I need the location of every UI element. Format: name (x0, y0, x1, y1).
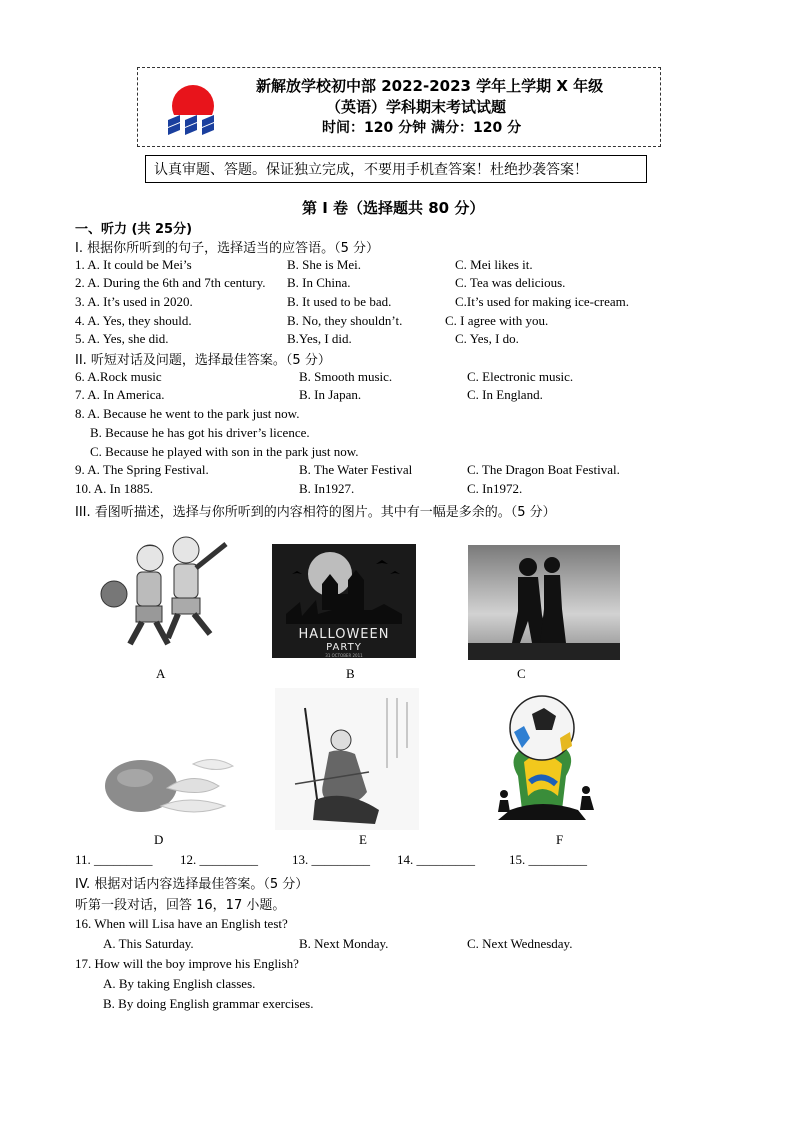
part1-instruction: I. 根据你所听到的句子，选择适当的应答语。（5 分） (75, 241, 380, 256)
q5-a: 5. A. Yes, she did. (75, 331, 169, 346)
q4-b: B. No, they shouldn’t. (287, 313, 403, 328)
part4-subinstruction: 听第一段对话，回答 16，17 小题。 (75, 898, 286, 913)
q17-a: A. By taking English classes. (103, 976, 256, 991)
q6-b: B. Smooth music. (299, 369, 393, 384)
q2-c: C. Tea was delicious. (455, 275, 566, 290)
q1-c: C. Mei likes it. (455, 257, 533, 272)
notice-box: 认真审题、答题。保证独立完成，不要用手机查答案！杜绝抄袭答案！ (145, 155, 647, 183)
halloween-subtitle-text: PARTY (326, 642, 362, 653)
q10-b: B. In1927. (299, 481, 355, 496)
answer-blank-15[interactable]: 15. _________ (509, 852, 587, 867)
halloween-title-text: HALLOWEEN (298, 627, 390, 642)
q1-b: B. She is Mei. (287, 257, 362, 272)
image-label-f: F (556, 832, 564, 847)
q16-b: B. Next Monday. (299, 936, 389, 951)
part4-instruction: IV. 根据对话内容选择最佳答案。（5 分） (75, 877, 309, 892)
q3-b: B. It used to be bad. (287, 294, 392, 309)
answer-blank-14[interactable]: 14. _________ (397, 852, 475, 867)
image-a-basketball-players (92, 532, 234, 656)
q8-a: 8. A. Because he went to the park just now. (75, 406, 300, 421)
image-label-e: E (359, 832, 367, 847)
halloween-date-text: 31 OCTOBER 2011 (325, 653, 363, 658)
header-title-line1: 新解放学校初中部 2022-2023 学年上学期 X 年级 (256, 77, 604, 95)
image-label-c: C (517, 666, 526, 681)
part3-instruction: III. 看图听描述，选择与你所听到的内容相符的图片。其中有一幅是多余的。（5 分） (75, 505, 556, 520)
part2-instruction: II. 听短对话及问题，选择最佳答案。（5 分） (75, 353, 331, 368)
image-c-couple-silhouette (468, 545, 620, 660)
q17-question: 17. How will the boy improve his English? (75, 956, 299, 971)
image-d-potato-chips (97, 740, 239, 828)
answer-blank-12[interactable]: 12. _________ (180, 852, 258, 867)
answer-blank-13[interactable]: 13. _________ (292, 852, 370, 867)
image-e-erhu-player (275, 688, 419, 830)
part-title: 第 I 卷（选择题共 80 分） (302, 199, 485, 217)
q17-b: B. By doing English grammar exercises. (103, 996, 314, 1011)
q16-a: A. This Saturday. (103, 936, 194, 951)
section-listening: 一、听力 (共 25分) (75, 222, 193, 237)
image-label-b: B (346, 666, 355, 681)
q16-question: 16. When will Lisa have an English test? (75, 916, 288, 931)
header-time-score: 时间：120 分钟 满分：120 分 (322, 120, 522, 136)
q8-c: C. Because he played with son in the park just now. (90, 444, 359, 459)
q2-a: 2. A. During the 6th and 7th century. (75, 275, 266, 290)
image-b-halloween-party (272, 544, 416, 658)
q8-b: B. Because he has got his driver’s licence. (90, 425, 310, 440)
q7-c: C. In England. (467, 387, 543, 402)
school-logo (166, 84, 224, 138)
q9-b: B. The Water Festival (299, 462, 413, 477)
q4-a: 4. A. Yes, they should. (75, 313, 192, 328)
q2-b: B. In China. (287, 275, 351, 290)
q3-c: C.It’s used for making ice-cream. (455, 294, 629, 309)
image-label-d: D (154, 832, 164, 847)
q5-b: B.Yes, I did. (287, 331, 352, 346)
q7-b: B. In Japan. (299, 387, 362, 402)
q10-a: 10. A. In 1885. (75, 481, 153, 496)
header-title-line2: （英语）学科期末考试试题 (326, 98, 507, 116)
q7-a: 7. A. In America. (75, 387, 165, 402)
q9-a: 9. A. The Spring Festival. (75, 462, 209, 477)
image-label-a: A (156, 666, 166, 681)
q16-c: C. Next Wednesday. (467, 936, 573, 951)
answer-blank-11[interactable]: 11. _________ (75, 852, 153, 867)
q5-c: C. Yes, I do. (455, 331, 519, 346)
q4-c: C. I agree with you. (445, 313, 549, 328)
q9-c: C. The Dragon Boat Festival. (467, 462, 620, 477)
q10-c: C. In1972. (467, 481, 523, 496)
q1-a: 1. A. It could be Mei’s (75, 257, 192, 272)
q6-a: 6. A.Rock music (75, 369, 162, 384)
q3-a: 3. A. It’s used in 2020. (75, 294, 193, 309)
image-f-football-trophy (466, 686, 618, 828)
q6-c: C. Electronic music. (467, 369, 574, 384)
